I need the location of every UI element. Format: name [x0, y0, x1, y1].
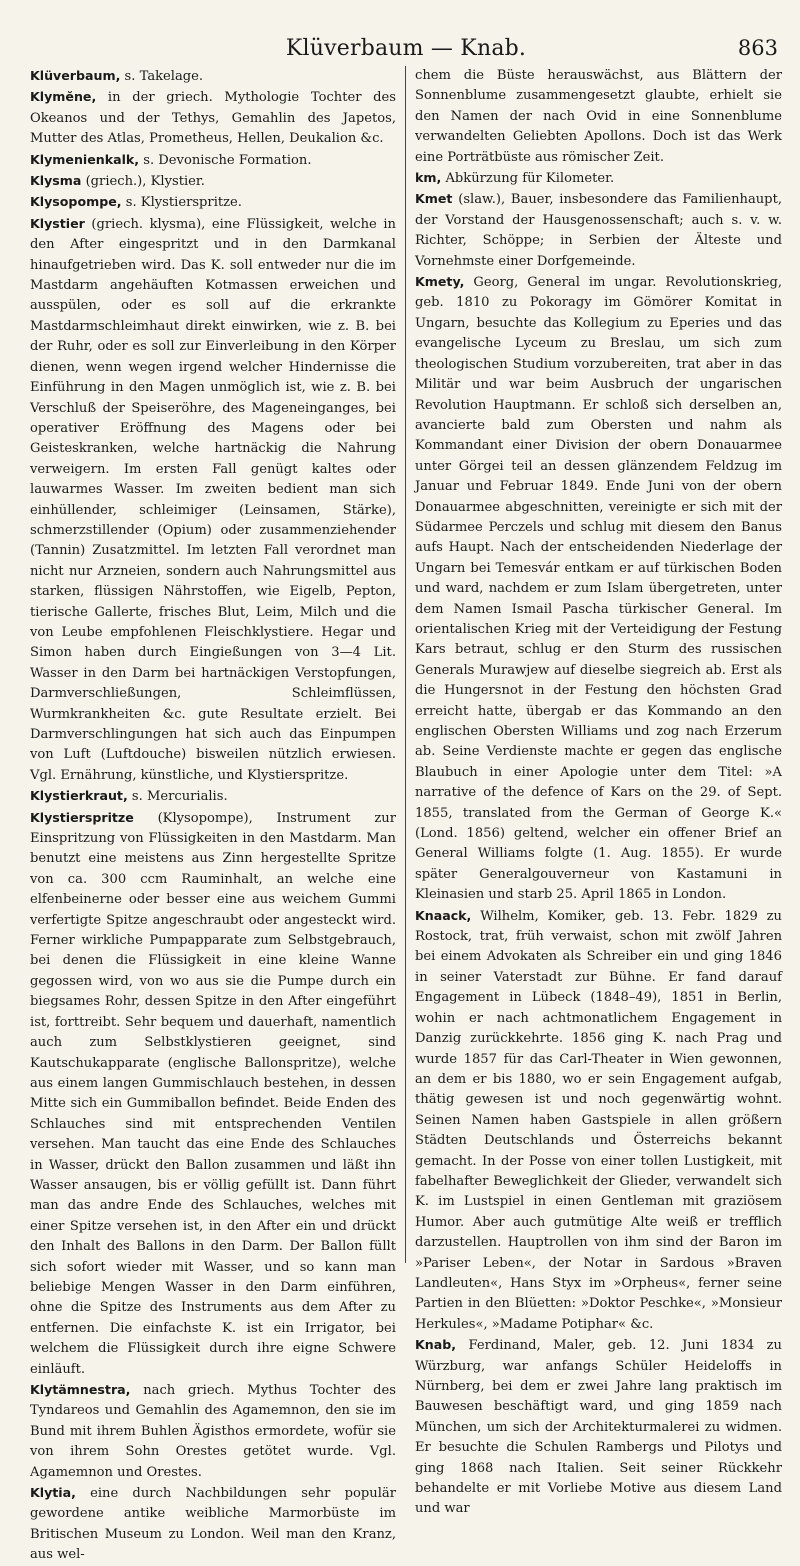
dictionary-entry: [415, 906, 782, 1336]
page-number: 863: [737, 36, 778, 60]
dictionary-entry: [30, 808, 396, 1380]
entry-text: s. Mercurialis.: [127, 789, 228, 805]
entry-headword: Klytämnestra,: [30, 1382, 131, 1397]
entry-text: Wilhelm, Komiker, geb. 13. Febr. 1829 zu Rostock, trat, früh verwaist, schon mit zwölf Jahren bei einem Advokaten als Schreiber ein und ging 1846 in seiner Vaterstadt zur Bühne. Er fand darauf Engagement in Lübeck (1848–49), 1851 in Berlin, wohin er nach achtmonatlichem Engagement in Danzig zurückkehrte. 1856 ging K. nach Prag und wurde 1857 für das Carl-Theater in Wien gewonnen, an dem er bis 1880, wo er sein Engagement aufgab, thätig gewesen ist und noch gegenwärtig wohnt. Seinen Namen haben Gastspiele in allen größern Städten Deutschlands und Österreichs bekannt gemacht. In der Posse von einer tollen Lustigkeit, mit fabelhafter Beweglichkeit der Glieder, verwandelt sich K. im Lustspiel in einen Gentleman mit graziösem Humor. Aber auch gutmütige Alte weiß er trefflich darzustellen. Hauptrollen von ihm sind der Baron im »Pariser Leben«, der Notar in Sardous »Braven Landleuten«, Hans Styx im »Orpheus«, ferner seine Partien in den Blüetten: »Doktor Peschke«, »Monsieur Herkules«, »Madame Potiphar« &c.: [415, 908, 782, 1332]
entry-text: in der griech. Mythologie Tochter des Okeanos und der Tethys, Gemahlin des Japetos, Mutter des Atlas, Prometheus, Hellen, Deukalion &c.: [30, 90, 396, 147]
entry-text: (slaw.), Bauer, insbesondere das Familienhaupt, der Vorstand der Hausgenossenschaft; auch s. v. w. Richter, Schöppe; in Serbien der Älteste und Vornehmste einer Dorfgemeinde.: [415, 192, 782, 269]
dictionary-entry: [415, 66, 782, 168]
dictionary-entry: [415, 189, 782, 272]
entry-headword: km,: [415, 170, 442, 186]
dictionary-entry: [30, 192, 396, 213]
entry-headword: Knaack,: [415, 907, 472, 923]
entry-text: (griech. klysma), eine Flüssigkeit, welche in den After eingespritzt und in den Darmkanal hinaufgetrieben wird. Das K. soll entweder nur die im Mastdarm angehäuften Kotmassen erweichen und ausspülen, oder es soll auf die erkrankte Mastdarmschleimhaut direkt einwirken, wie z. B. bei der Ruhr, oder es soll zur Einverleibung in den Körper dienen, wenn wegen irgend welcher Hindernisse die Einführung in den Magen unmöglich ist, wie z. B. bei Verschluß der Speiseröhre, des Mageneinganges, bei operativer Eröffnung des Magens oder bei Geisteskranken, welche hartnäckig die Nahrung verweigern. Im ersten Fall genügt kaltes oder lauwarmes Wasser. Im zweiten bedient man sich einhüllender, schleimiger (Leinsamen, Stärke), schmerzstillender (Opium) oder zusammenziehender (Tannin) Zusatzmittel. Im letzten Fall verordnet man nicht nur Arzneien, sondern auch Nahrungsmittel aus starken, flüssigen Nährstoffen, wie Eigelb, Pepton, tierische Gallerte, frisches Blut, Leim, Milch und die von Leube empfohlenen Fleischklystiere. Hegar und Simon haben durch Eingießungen von 3—4 Lit. Wasser in den Darm bei hartnäckigen Verstopfungen, Darmverschließungen, Schleimflüssen, Wurmkrankheiten &c. gute Resultate erzielt. Bei Darmverschlingungen hat sich auch das Einpumpen von Luft (Luftdouche) bisweilen nützlich erwiesen. Vgl. Ernährung, künstliche, und Klystierspritze.: [30, 216, 396, 783]
entry-headword: Knab,: [415, 1337, 457, 1353]
entry-headword: Klytia,: [30, 1485, 76, 1501]
text-columns: [30, 66, 782, 1563]
entry-headword: Klystierkraut,: [30, 788, 128, 804]
right-column: [406, 66, 782, 1517]
entry-headword: Klüverbaum,: [30, 68, 121, 83]
entry-headword: Klystier: [30, 215, 85, 231]
entry-text: (Klysopompe), Instrument zur Einspritzung von Flüssigkeiten in den Mastdarm. Man benutzt eine meistens aus Zinn hergestellte Spritze von ca. 300 ccm Rauminhalt, an welche eine elfenbeinerne oder besser eine aus weichem Gummi verfertigte Spitze angeschraubt oder angesteckt wird. Ferner wirkliche Pumpapparate zum Selbstgebrauch, bei denen die Flüssigkeit in eine kleine Wanne gegossen wird, von wo aus sie die Pumpe durch ein biegsames Rohr, dessen Spitze in den After eingeführt ist, forttreibt. Sehr bequem und dauerhaft, namentlich auch zum Selbstklystieren geeignet, sind Kautschukapparate (englische Ballonspritze), welche aus einem langen Gummischlauch bestehen, in dessen Mitte sich ein Gummiballon befindet. Beide Enden des Schlauches sind mit entsprechenden Ventilen versehen. Man taucht das eine Ende des Schlauches in Wasser, drückt den Ballon zusammen und läßt ihn Wasser ansaugen, bis er völlig gefüllt ist. Dann führt man das andre Ende des Schlauches, welches mit einer Spitze versehen ist, in den After ein und drückt den Inhalt des Ballons in den Darm. Der Ballon füllt sich sofort wieder mit Wasser, und so kann man beliebige Mengen Wasser in den Darm einführen, ohne die Spitze des Instruments aus dem After zu entfernen. Die einfachste K. ist ein Irrigator, bei welchem die Flüssigkeit durch ihre eigne Schwere einläuft.: [30, 810, 396, 1377]
dictionary-entry: [30, 786, 396, 807]
dictionary-entry: [30, 1380, 396, 1483]
entry-text: s. Devonische Formation.: [139, 152, 312, 168]
entry-text: Georg, General im ungar. Revolutionskrieg, geb. 1810 zu Pokoragy im Gömörer Komitat in Ungarn, besuchte das Kollegium zu Eperies und das evangelische Lyceum zu Breslau, um sich zum theologischen Studium vorzubereiten, trat aber in das Militär und war beim Ausbruch der ungarischen Revolution Hauptmann. Er schloß sich derselben an, avancierte bald zum Obersten und nahm als Kommandant einer Division der obern Donauarmee unter Görgei teil an dessen glänzendem Feldzug im Januar und Februar 1849. Ende Juni von der obern Donauarmee abgeschnitten, vereinigte er sich mit der Südarmee Perczels und schlug mit diesem den Banus aufs Haupt. Nach der entscheidenden Niederlage der Ungarn bei Temesvár entkam er auf türkischen Boden und ward, nachdem er zum Islam übergetreten, unter dem Namen Ismail Pascha türkischer General. Im orientalischen Krieg mit der Verteidigung der Festung Kars betraut, schlug er den Sturm des russischen Generals Murawjew auf dieselbe siegreich ab. Erst als die Hungersnot in der Festung den höchsten Grad erreicht hatte, übergab er das Kommando an den englischen Obersten Williams und zog nach Erzerum ab. Seine Verdienste machte er gegen das englische Blaubuch in einer Apologie unter dem Titel: »A narrative of the defence of Kars on the 29. of Sept. 1855, translated from the German of George K.« (Lond. 1856) geltend, welcher ein offener Brief an General Williams folgte (1. Aug. 1855). Er wurde später Generalgouverneur von Kastamuni in Kleinasien und starb 25. April 1865 in London.: [415, 275, 782, 903]
entry-headword: Klymĕne,: [30, 89, 97, 105]
entry-text: s. Takelage.: [120, 69, 204, 84]
running-title: Klüverbaum — Knab.: [285, 36, 527, 61]
page-header: [30, 0, 782, 62]
dictionary-entry: [30, 87, 396, 149]
entry-headword: Klystierspritze: [30, 809, 134, 825]
entry-text: Ferdinand, Maler, geb. 12. Juni 1834 zu Würzburg, war anfangs Schüler Heideloffs in Nürnberg, bei dem er zwei Jahre lang praktisch im Bauwesen beschäftigt ward, und ging 1859 nach München, um sich der Architekturmalerei zu widmen. Er besuchte die Schulen Rambergs und Pilotys und ging 1868 nach Italien. Seit seiner Rückkehr behandelte er mit Vorliebe Motive aus diesem Land und war: [415, 1338, 782, 1517]
entry-text: Abkürzung für Kilometer.: [441, 171, 615, 187]
dictionary-entry: [30, 66, 396, 87]
left-column: [30, 66, 406, 1563]
entry-text: s. Klystierspritze.: [121, 195, 242, 211]
dictionary-entry: [30, 1483, 396, 1566]
entry-headword: Klysma: [30, 173, 82, 189]
dictionary-entry: [30, 150, 396, 171]
entry-text: eine durch Nachbildungen sehr populär gewordene antike weibliche Marmorbüste im Britischen Museum zu London. Weil man den Kranz, aus wel-: [30, 1486, 396, 1563]
dictionary-entry: [415, 168, 782, 189]
entry-headword: Klysopompe,: [30, 194, 122, 210]
dictionary-entry: [415, 272, 782, 906]
entry-text: (griech.), Klystier.: [81, 174, 205, 190]
entry-text: chem die Büste herauswächst, aus Blättern der Sonnenblume zusammengesetzt glaubte, erhielt sie den Namen der nach Ovid in eine Sonnenblume verwandelten Geliebten Apollons. Doch ist das Werk eine Porträtbüste aus römischer Zeit.: [415, 68, 782, 165]
dictionary-entry: [30, 171, 396, 192]
dictionary-entry: [30, 214, 396, 786]
entry-headword: Kmet: [415, 191, 453, 207]
entry-headword: Klymenienkalk,: [30, 151, 140, 167]
entry-headword: Kmety,: [415, 274, 465, 290]
dictionary-entry: [415, 1335, 782, 1520]
entry-text: nach griech. Mythus Tochter des Tyndareos und Gemahlin des Agamemnon, den sie im Bund mit ihrem Buhlen Ägisthos ermordete, wofür sie von ihrem Sohn Orestes getötet wurde. Vgl. Agamemnon und Orestes.: [30, 1383, 396, 1480]
